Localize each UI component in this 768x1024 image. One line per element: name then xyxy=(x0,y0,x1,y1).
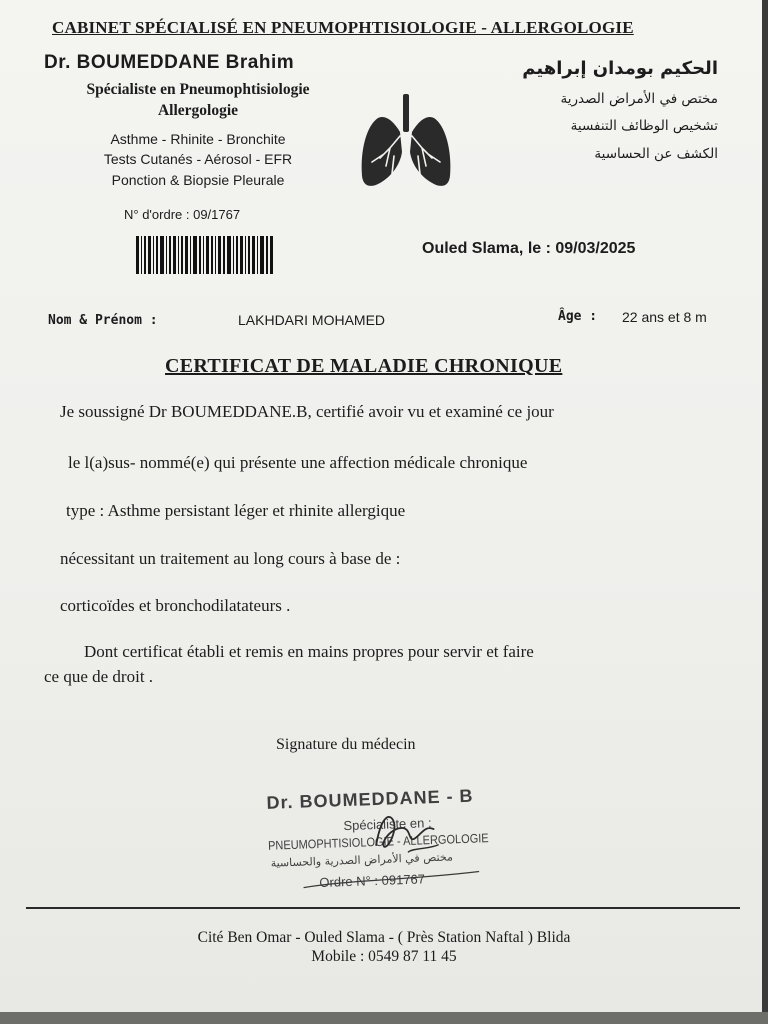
cabinet-title: CABINET SPÉCIALISÉ EN PNEUMOPHTISIOLOGIE - ALLERGOLOGIE xyxy=(52,18,634,37)
certificate-body-line: Dont certificat établi et remis en mains propres pour servir et faire xyxy=(84,642,534,661)
stamp-specialty: PNEUMOPHTISIOLOGIE - ALLERGOLOGIE xyxy=(267,831,489,853)
page-edge xyxy=(762,0,768,1024)
name-value: LAKHDARI MOHAMED xyxy=(238,312,386,328)
age-label: Âge : xyxy=(558,309,598,324)
certificate-title: CERTIFICAT DE MALADIE CHRONIQUE xyxy=(165,355,563,377)
certificate-body-line: nécessitant un traitement au long cours à base de : xyxy=(60,549,401,568)
certificate-body-line: le l(a)sus- nommé(e) qui présente une affection médicale chronique xyxy=(68,453,528,472)
certificate-body-line: type : Asthme persistant léger et rhinite allergique xyxy=(66,501,406,520)
signature-label: Signature du médecin xyxy=(276,736,416,753)
stamp-order-number: Ordre N° : 091767 xyxy=(319,871,426,891)
arabic-specialty-line: مختص في الأمراض الصدرية xyxy=(560,91,718,107)
certificate-body-line: ce que de droit . xyxy=(44,667,154,686)
arabic-specialty-line: الكشف عن الحساسية xyxy=(594,146,718,162)
footer-address: Cité Ben Omar - Ouled Slama - ( Près Station Naftal ) Blida xyxy=(197,929,571,946)
activity-line: Ponction & Biopsie Pleurale xyxy=(111,172,285,188)
doctor-stamp xyxy=(256,781,556,901)
arabic-doctor-name: الحكيم بومدان إبراهيم xyxy=(522,58,718,79)
arabic-specialty-line: تشخيص الوظائف التنفسية xyxy=(570,118,718,134)
page-edge xyxy=(0,1012,768,1024)
lungs-icon xyxy=(356,92,456,192)
place-date: Ouled Slama, le : 09/03/2025 xyxy=(422,240,636,257)
footer-phone: Mobile : 0549 87 11 45 xyxy=(311,948,457,965)
specialty-line: Spécialiste en Pneumophtisiologie xyxy=(86,81,310,98)
certificate-body-line: Je soussigné Dr BOUMEDDANE.B, certifié avoir vu et examiné ce jour xyxy=(60,402,554,421)
name-label: Nom & Prénom : xyxy=(48,313,158,328)
stamp-specialty-label: Spécialiste en : xyxy=(343,815,432,834)
specialty-line: Allergologie xyxy=(157,102,239,119)
handwritten-signature xyxy=(256,781,556,901)
activity-line: Asthme - Rhinite - Bronchite xyxy=(110,131,286,147)
stamp-doctor-name: Dr. BOUMEDDANE - B xyxy=(266,785,474,813)
doctor-name: Dr. BOUMEDDANE Brahim xyxy=(44,52,295,73)
footer-divider xyxy=(26,907,740,909)
order-number: N° d'ordre : 09/1767 xyxy=(124,207,241,222)
barcode-icon xyxy=(136,236,274,274)
age-value: 22 ans et 8 m xyxy=(622,309,707,325)
activity-line: Tests Cutanés - Aérosol - EFR xyxy=(103,151,293,167)
stamp-arabic-line: مختص في الأمراض الصدرية والحساسية xyxy=(270,850,454,870)
certificate-body-line: corticoïdes et bronchodilatateurs . xyxy=(60,596,291,615)
